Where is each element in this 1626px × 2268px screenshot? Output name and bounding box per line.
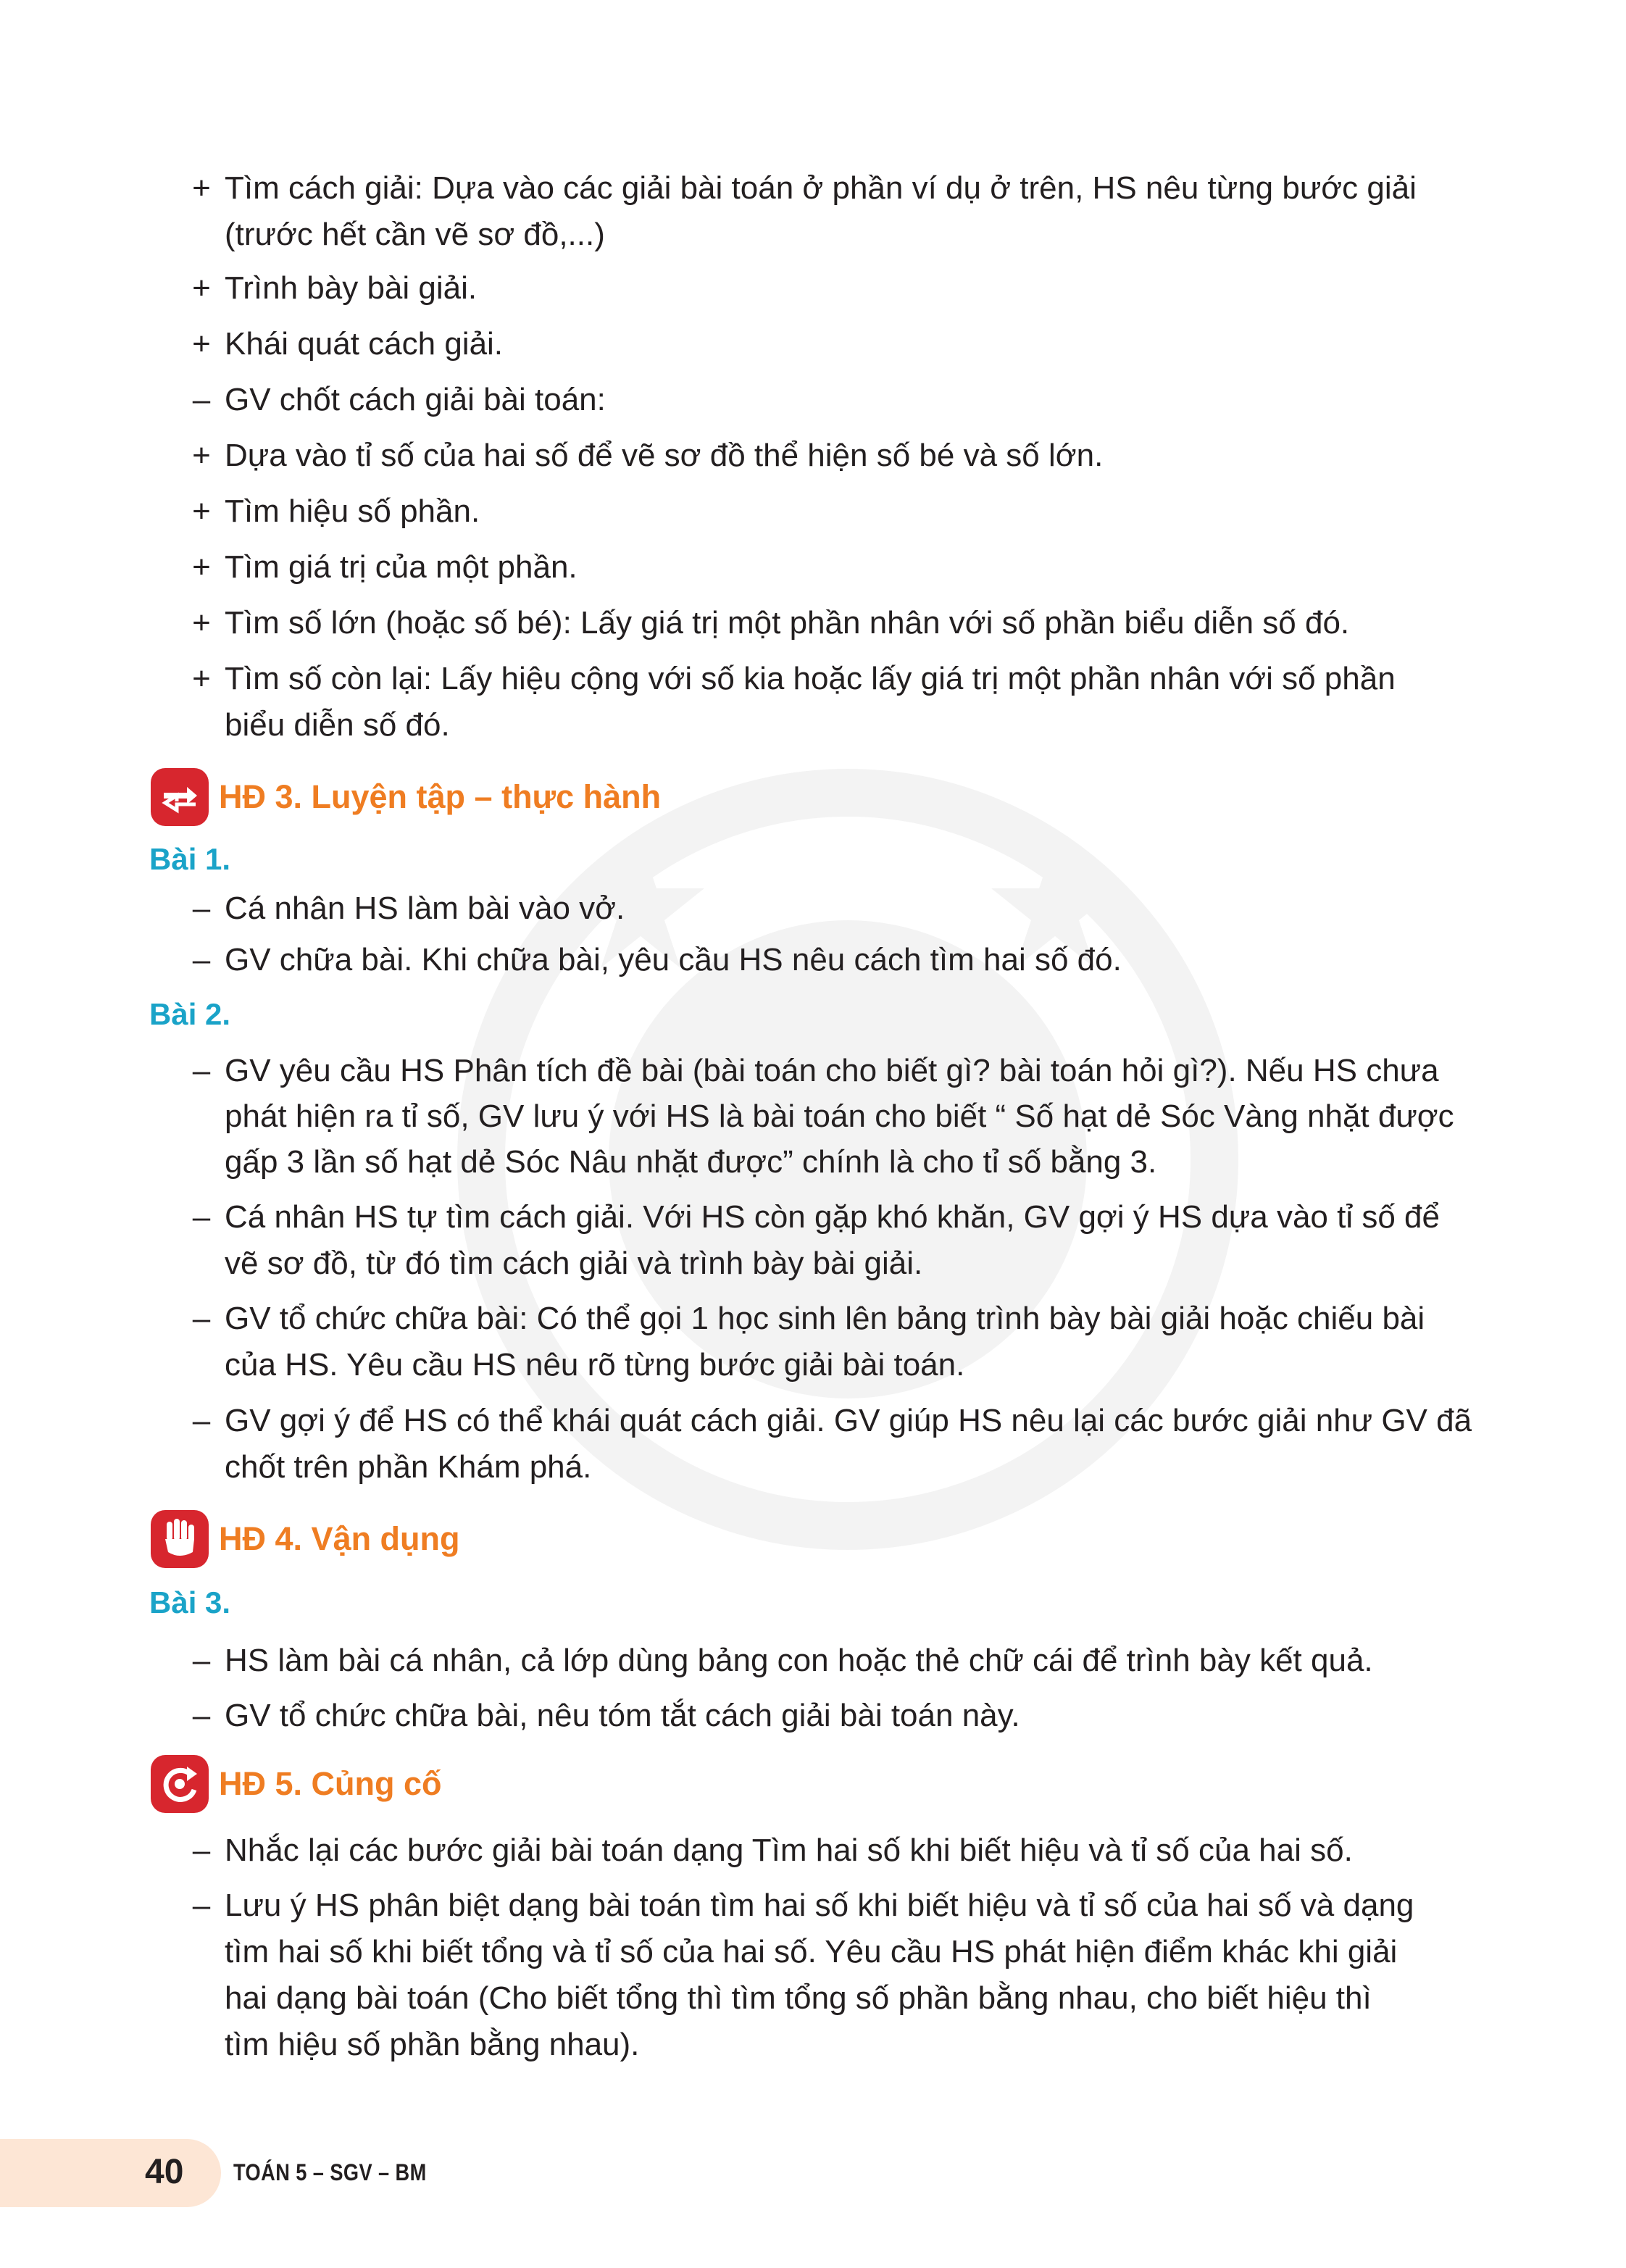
text-line: tìm hiệu số phần bằng nhau).	[225, 2027, 640, 2062]
dash-mark: –	[192, 1833, 211, 1868]
text-line: Trình bày bài giải.	[225, 270, 478, 306]
dash-mark: –	[192, 1643, 211, 1678]
bullet-mark: +	[192, 270, 211, 306]
application-icon	[149, 1509, 210, 1569]
text-line: phát hiện ra tỉ số, GV lưu ý với HS là bài toán cho biết “ Số hạt dẻ Sóc Vàng nhặt được	[225, 1098, 1454, 1134]
text-line: GV tổ chức chữa bài, nêu tóm tắt cách giải bài toán này.	[225, 1698, 1020, 1733]
dash-mark: –	[192, 1888, 211, 1923]
text-line: Cá nhân HS tự tìm cách giải. Với HS còn gặp khó khăn, GV gợi ý HS dựa vào tỉ số để	[225, 1199, 1440, 1235]
text-line: GV yêu cầu HS Phân tích đề bài (bài toán cho biết gì? bài toán hỏi gì?). Nếu HS chưa	[225, 1053, 1439, 1088]
text-line: tìm hai số khi biết tổng và tỉ số của hai số. Yêu cầu HS phát hiện điểm khác khi giải	[225, 1934, 1398, 1969]
footer-bar	[0, 2139, 221, 2207]
bullet-mark: +	[192, 438, 211, 473]
text-line: Cá nhân HS làm bài vào vở.	[225, 891, 625, 926]
page-number: 40	[145, 2153, 184, 2191]
text-line: Tìm hiệu số phần.	[225, 493, 480, 529]
dash-mark: –	[192, 1698, 211, 1733]
text-line: Tìm số còn lại: Lấy hiệu cộng với số kia hoặc lấy giá trị một phần nhân với số phần	[225, 661, 1396, 696]
exercise-label-bai3: Bài 3.	[149, 1585, 231, 1619]
bullet-mark: +	[192, 605, 211, 641]
dash-mark: –	[192, 1301, 211, 1336]
text-line: Tìm số lớn (hoặc số bé): Lấy giá trị một phần nhân với số phần biểu diễn số đó.	[225, 605, 1350, 641]
dash-mark: –	[192, 1053, 211, 1088]
text-line: hai dạng bài toán (Cho biết tổng thì tìm tổng số phần bằng nhau, cho biết hiệu thì	[225, 1980, 1372, 2016]
text-line: vẽ sơ đồ, từ đó tìm cách giải và trình bày bài giải.	[225, 1246, 923, 1281]
practice-icon	[149, 767, 210, 827]
dash-mark: –	[192, 891, 211, 926]
text-line: Khái quát cách giải.	[225, 326, 504, 362]
bullet-mark: +	[192, 170, 211, 206]
dash-mark: –	[192, 382, 211, 417]
text-line: (trước hết cần vẽ sơ đồ,...)	[225, 217, 605, 252]
bullet-mark: +	[192, 493, 211, 529]
text-line: Dựa vào tỉ số của hai số để vẽ sơ đồ thể hiện số bé và số lớn.	[225, 438, 1104, 473]
exercise-label-bai1: Bài 1.	[149, 842, 231, 876]
section-heading-hd4: HĐ 4. Vận dụng	[219, 1520, 460, 1557]
text-line: GV tổ chức chữa bài: Có thể gọi 1 học sinh lên bảng trình bày bài giải hoặc chiếu bài	[225, 1301, 1425, 1336]
text-line: HS làm bài cá nhân, cả lớp dùng bảng con hoặc thẻ chữ cái để trình bày kết quả.	[225, 1643, 1373, 1678]
text-line: chốt trên phần Khám phá.	[225, 1449, 592, 1485]
text-line: gấp 3 lần số hạt dẻ Sóc Nâu nhặt được” chính là cho tỉ số bằng 3.	[225, 1144, 1157, 1180]
bullet-mark: +	[192, 326, 211, 362]
text-line: biểu diễn số đó.	[225, 707, 450, 743]
dash-mark: –	[192, 1199, 211, 1235]
exercise-label-bai2: Bài 2.	[149, 997, 231, 1031]
text-line: của HS. Yêu cầu HS nêu rõ từng bước giải bài toán.	[225, 1347, 965, 1383]
text-line: Tìm cách giải: Dựa vào các giải bài toán ở phần ví dụ ở trên, HS nêu từng bước giải	[225, 170, 1417, 206]
dash-mark: –	[192, 942, 211, 977]
text-line: Tìm giá trị của một phần.	[225, 549, 578, 585]
bullet-mark: +	[192, 549, 211, 585]
bullet-mark: +	[192, 661, 211, 696]
consolidate-icon	[149, 1754, 210, 1814]
book-title: TOÁN 5 – SGV – BM	[233, 2159, 427, 2185]
section-heading-hd3: HĐ 3. Luyện tập – thực hành	[219, 778, 662, 815]
text-line: Nhắc lại các bước giải bài toán dạng Tìm hai số khi biết hiệu và tỉ số của hai số.	[225, 1833, 1353, 1868]
text-line: GV chốt cách giải bài toán:	[225, 382, 606, 417]
text-line: Lưu ý HS phân biệt dạng bài toán tìm hai số khi biết hiệu và tỉ số của hai số và dạng	[225, 1888, 1414, 1923]
dash-mark: –	[192, 1403, 211, 1438]
text-line: GV chữa bài. Khi chữa bài, yêu cầu HS nêu cách tìm hai số đó.	[225, 942, 1122, 977]
text-line: GV gợi ý để HS có thể khái quát cách giải. GV giúp HS nêu lại các bước giải như GV đã	[225, 1403, 1472, 1438]
section-heading-hd5: HĐ 5. Củng cố	[219, 1765, 442, 1802]
